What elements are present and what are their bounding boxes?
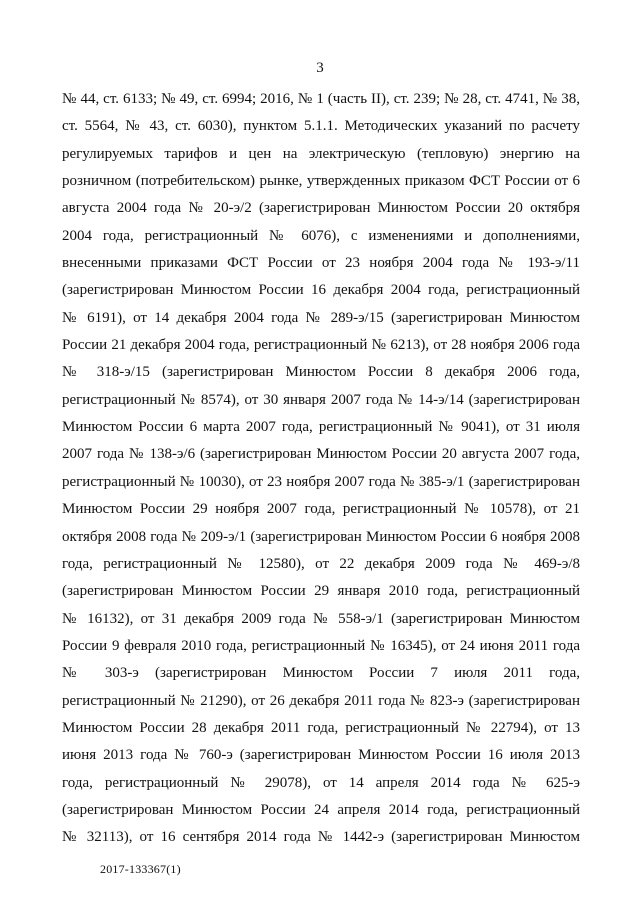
text-line: августа 2004 года № 20-э/2 (зарегистрирован Минюстом России 20 октября <box>62 200 580 217</box>
text-line: (зарегистрирован Минюстом России 29 января 2010 года, регистрационный <box>62 583 580 600</box>
text-line: года, регистрационный № 29078), от 14 апреля 2014 года № 625-э <box>62 774 580 791</box>
text-line: Минюстом России 29 ноября 2007 года, регистрационный № 10578), от 21 <box>62 501 580 518</box>
text-line: ст. 5564, № 43, ст. 6030), пунктом 5.1.1. Методических указаний по расчету <box>62 118 580 135</box>
document-code: 2017-133367(1) <box>100 862 181 876</box>
text-line: № 44, ст. 6133; № 49, ст. 6994; 2016, № 1 (часть II), ст. 239; № 28, ст. 4741, № 38, <box>62 91 580 107</box>
text-line: Минюстом России 6 марта 2007 года, регистрационный № 9041), от 31 июля <box>62 419 580 436</box>
text-line: 2004 года, регистрационный № 6076), с изменениями и дополнениями, <box>62 227 580 244</box>
text-line: июня 2013 года № 760-э (зарегистрирован Минюстом России 16 июля 2013 <box>62 747 580 764</box>
text-line: № 318-э/15 (зарегистрирован Минюстом России 8 декабря 2006 года, <box>62 364 580 381</box>
text-line: № 303-э (зарегистрирован Минюстом России 7 июля 2011 года, <box>62 665 580 682</box>
text-line: внесенными приказами ФСТ России от 23 ноября 2004 года № 193-э/11 <box>62 255 580 272</box>
body-text <box>62 86 580 852</box>
text-line: года, регистрационный № 12580), от 22 декабря 2009 года № 469-э/8 <box>62 555 580 572</box>
text-line: Минюстом России 28 декабря 2011 года, регистрационный № 22794), от 13 <box>62 719 580 736</box>
text-line: регистрационный № 21290), от 26 декабря 2011 года № 823-э (зарегистрирован <box>62 692 580 709</box>
text-line: № 16132), от 31 декабря 2009 года № 558-э/1 (зарегистрирован Минюстом <box>62 610 580 627</box>
text-line: (зарегистрирован Минюстом России 24 апреля 2014 года, регистрационный <box>62 801 580 818</box>
text-line: России 21 декабря 2004 года, регистрационный № 6213), от 28 ноября 2006 года <box>62 337 580 354</box>
text-line: розничном (потребительском) рынке, утвержденных приказом ФСТ России от 6 <box>62 173 580 190</box>
page-number: 3 <box>316 60 324 76</box>
text-line: России 9 февраля 2010 года, регистрационный № 16345), от 24 июня 2011 года <box>62 637 580 654</box>
text-line: № 6191), от 14 декабря 2004 года № 289-э/15 (зарегистрирован Минюстом <box>62 309 580 326</box>
text-line: (зарегистрирован Минюстом России 16 декабря 2004 года, регистрационный <box>62 282 580 299</box>
text-line: регистрационный № 10030), от 23 ноября 2007 года № 385-э/1 (зарегистрирован <box>62 473 580 490</box>
text-line: регистрационный № 8574), от 30 января 2007 года № 14-э/14 (зарегистрирован <box>62 391 580 408</box>
text-line: регулируемых тарифов и цен на электрическую (тепловую) энергию на <box>62 145 580 162</box>
text-line: октября 2008 года № 209-э/1 (зарегистрирован Минюстом России 6 ноября 2008 <box>62 528 580 545</box>
text-line: № 32113), от 16 сентября 2014 года № 1442-э (зарегистрирован Минюстом <box>62 829 580 846</box>
text-line: 2007 года № 138-э/6 (зарегистрирован Минюстом России 20 августа 2007 года, <box>62 446 580 463</box>
